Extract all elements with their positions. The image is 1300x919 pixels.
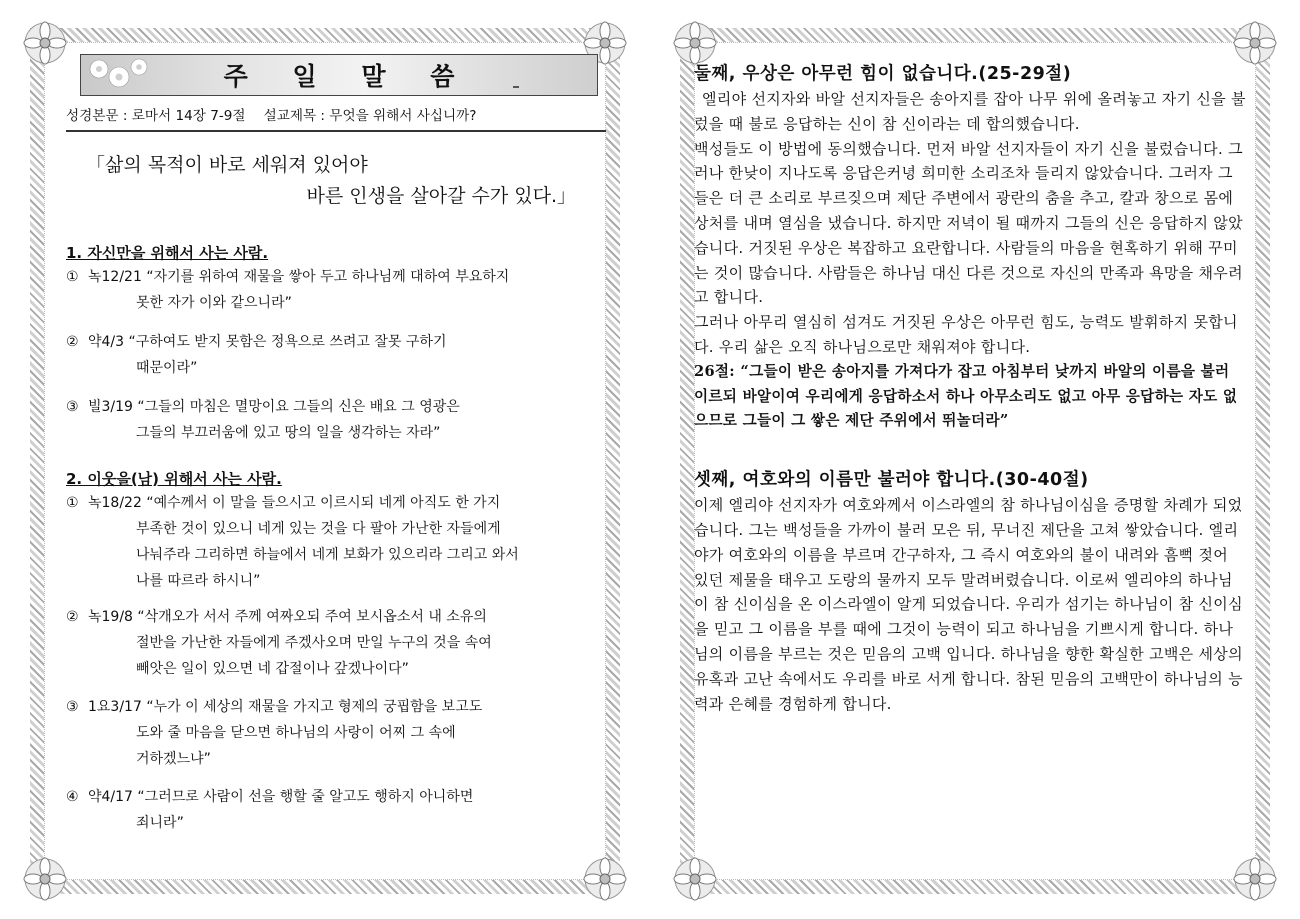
sermon-title-label: 설교제목 : 무엇을 위해서 사십니까? <box>263 108 477 124</box>
verse-item: ② 약4/3 “구하여도 받지 못함은 정욕으로 쓰려고 잘못 구하기 때문이라” <box>66 334 447 376</box>
corner-flower-icon <box>22 856 68 902</box>
title-banner <box>80 54 598 96</box>
daisy-flowers-icon <box>85 57 155 93</box>
corner-flower-icon <box>22 20 68 66</box>
scripture-label: 성경본문 : 로마서 14장 7-9절 <box>66 108 246 124</box>
verse-item: ③ 1요3/17 “누가 이 세상의 재물을 가지고 형제의 궁핍함을 보고도 도와 줄 마음을 닫으면 하나님의 사랑이 어찌 그 속에 거하겠느냐” <box>66 699 483 767</box>
right-page <box>680 28 1270 894</box>
section-heading-third: 셋째, 여호와의 이름만 불러야 합니다.(30-40절) <box>694 470 1089 491</box>
corner-flower-icon <box>1232 856 1278 902</box>
section-heading-1: 1. 자신만을 위해서 사는 사람. <box>66 244 269 262</box>
paragraph: 백성들도 이 방법에 동의했습니다. 먼저 바알 선지자들이 자기 신을 불렀습니다. 그러나 한낮이 지나도록 응답은커녕 희미한 소리조차 들리지 않았습니다. 그러자 그들은 더 큰 소리로 부르짖으며 제단 주변에서 광란의 춤을 추고, 칼과 창으로 몸에 상처를 내며 열심을 냈습니다. 하지만 저녁이 될 때까지 그들의 신은 응답하지 않았습니다. 거짓된 우상은 복잡하고 요란합니다. 사람들의 마음을 현혹하기 위해 꾸미는 것이 많습니다. 사람들은 하나님 대신 다른 것으로 자신의 만족과 욕망을 채우려고 합니다. <box>694 139 1243 307</box>
right-content <box>694 60 1246 716</box>
verse-26-quote: 26절: “그들이 받은 송아지를 가져다가 잡고 아침부터 낮까지 바알의 이름을 불러 이르되 바알이여 우리에게 응답하소서 하나 아무소리도 없고 아무 응답하는 자도 없으므로 그들이 그 쌓은 제단 주위에서 뛰놀더라” <box>694 362 1238 430</box>
section-heading-2: 2. 이웃을(남) 위해서 사는 사람. <box>66 470 282 488</box>
verse-item: ① 녹12/21 “자기를 위하여 재물을 쌓아 두고 하나님께 대하여 부요하지 못한 자가 이와 같으니라” <box>66 269 510 311</box>
quote-line-2: 바른 인생을 살아갈 수가 있다.」 <box>306 185 576 207</box>
paragraph: 그러나 아무리 열심히 섬겨도 거짓된 우상은 아무런 힘도, 능력도 발휘하지 못합니다. 우리 삶은 오직 하나님으로만 채워져야 합니다. <box>694 313 1238 356</box>
sermon-info-line <box>66 104 606 132</box>
paragraph: 엘리야 선지자와 바알 선지자들은 송아지를 잡아 나무 위에 올려놓고 자기 신을 불렀을 때 불로 응답하는 신이 참 신이라는 데 합의했습니다. <box>694 90 1246 133</box>
verse-item: ④ 약4/17 “그러므로 사람이 선을 행할 줄 알고도 행하지 아니하면 죄니라” <box>66 789 474 831</box>
verse-item: ③ 빌3/19 “그들의 마침은 멸망이요 그들의 신은 배요 그 영광은 그들의 부끄러움에 있고 땅의 일을 생각하는 자라” <box>66 399 460 441</box>
verse-item: ① 녹18/22 “예수께서 이 말을 들으시고 이르시되 네게 아직도 한 가지 부족한 것이 있으니 네게 있는 것을 다 팔아 가난한 자들에게 나눠주라 그리하면 하늘에서 네게 보화가 있으리라 그리고 와서 나를 따르라 하시니” <box>66 495 519 589</box>
section-heading-second: 둘째, 우상은 아무런 힘이 없습니다.(25-29절) <box>694 64 1072 84</box>
left-content <box>66 54 596 870</box>
paragraph: 이제 엘리야 선지자가 여호와께서 이스라엘의 참 하나님이심을 증명할 차례가 되었습니다. 그는 백성들을 가까이 불러 모은 뒤, 무너진 제단을 고쳐 쌓았습니다. 엘리야가 여호와의 이름을 부르며 간구하자, 그 즉시 여호와의 불이 내려와 흠뻑 젖어 있던 제물을 태우고 도랑의 물까지 모두 말려버렸습니다. 이로써 엘리야의 하나님이 참 신이심을 온 이스라엘이 알게 되었습니다. 우리가 섬기는 하나님이 참 신이심을 믿고 그 이름을 부를 때에 그것이 능력이 되고 하나님을 기쁘시게 합니다. 하나님의 이름을 부르는 것은 믿음의 고백 입니다. 하나님을 향한 확실한 고백은 세상의 유혹과 고난 속에서도 우리를 바로 서게 합니다. 참된 믿음의 고백만이 하나님의 능력과 은혜를 경험하게 합니다. <box>694 496 1243 713</box>
theme-quote <box>86 150 586 212</box>
title-dash <box>513 86 519 88</box>
corner-flower-icon <box>672 856 718 902</box>
verse-item: ② 녹19/8 “삭개오가 서서 주께 여짜오되 주여 보시옵소서 내 소유의 절반을 가난한 자들에게 주겠사오며 만일 누구의 것을 속여 빼앗은 일이 있으면 네 갑절이나 갚겠나이다” <box>66 609 492 677</box>
page-title: 주 일 말 씀 <box>223 62 473 91</box>
quote-line-1: 「삶의 목적이 바로 세워져 있어야 <box>86 154 368 176</box>
left-page <box>30 28 620 894</box>
